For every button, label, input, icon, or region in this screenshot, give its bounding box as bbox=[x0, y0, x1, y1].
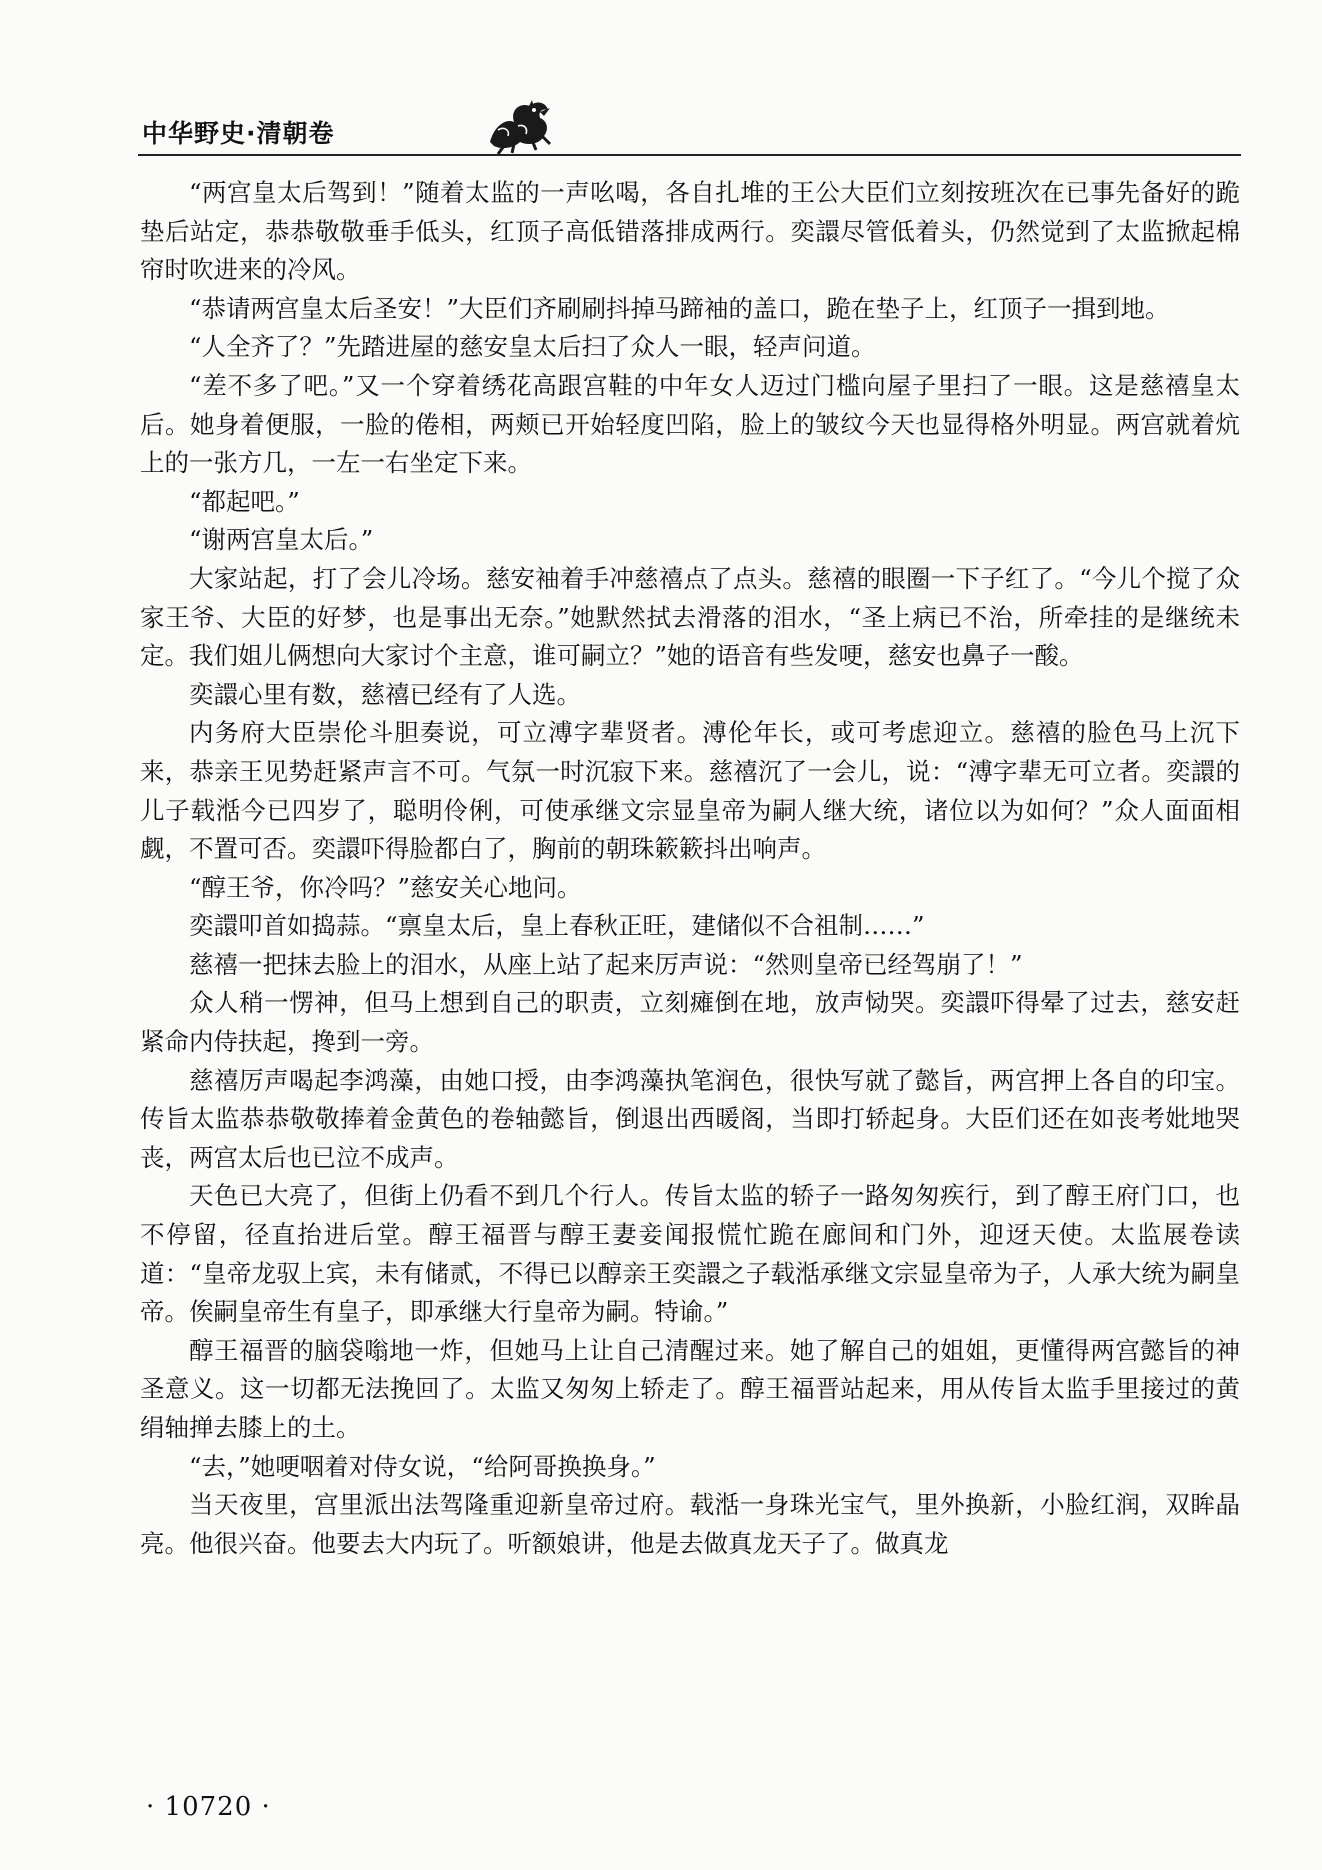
paragraph: “人全齐了？”先踏进屋的慈安皇太后扫了众人一眼，轻声问道。 bbox=[189, 332, 876, 362]
paragraph: “恭请两宫皇太后圣安！”大臣们齐刷刷抖掉马蹄袖的盖口，跪在垫子上，红顶子一揖到地。 bbox=[189, 293, 1170, 323]
paragraph: 慈禧厉声喝起李鸿藻，由她口授，由李鸿藻执笔润色，很快写就了懿旨，两宫押上各自的印宝。传旨太监恭恭敬敬捧着金黄色的卷轴懿旨，倒退出西暖阁，当即打轿起身。大臣们还在如丧考妣地哭丧，两宫太后也已泣不成声。 bbox=[140, 1065, 1240, 1172]
paragraph: 当天夜里，宫里派出法驾隆重迎新皇帝过府。载湉一身珠光宝气，里外换新，小脸红润，双眸晶亮。他很兴奋。他要去大内玩了。听额娘讲，他是去做真龙天子了。做真龙 bbox=[140, 1490, 1240, 1558]
paragraph: 慈禧一把抹去脸上的泪水，从座上站了起来厉声说：“然则皇帝已经驾崩了！” bbox=[189, 949, 1023, 979]
paragraph: “去，”她哽咽着对侍女说，“给阿哥换换身。” bbox=[189, 1451, 656, 1481]
paragraph: “谢两宫皇太后。” bbox=[189, 525, 374, 555]
book-title: 中华野史·清朝卷 bbox=[142, 119, 335, 148]
paragraph: “醇王爷，你冷吗？”慈安关心地问。 bbox=[189, 872, 582, 902]
paragraph: 醇王福晋的脑袋嗡地一炸，但她马上让自己清醒过来。她了解自己的姐姐，更懂得两宫懿旨的神圣意义。这一切都无法挽回了。太监又匆匆上轿走了。醇王福晋站起来，用从传旨太监手里接过的黄绢轴掸去膝上的土。 bbox=[140, 1335, 1240, 1442]
paragraph: “差不多了吧。”又一个穿着绣花高跟宫鞋的中年女人迈过门槛向屋子里扫了一眼。这是慈禧皇太后。她身着便服，一脸的倦相，两颊已开始轻度凹陷，脸上的皱纹今天也显得格外明显。两宫就着炕上的一张方几，一左一右坐定下来。 bbox=[140, 370, 1240, 478]
dragon-emblem-icon bbox=[484, 96, 556, 154]
page-number: · 10720 · bbox=[146, 1792, 271, 1822]
paragraph: “都起吧。” bbox=[189, 486, 300, 516]
paragraph: 众人稍一愣神，但马上想到自己的职责，立刻瘫倒在地，放声恸哭。奕譞吓得晕了过去，慈安赶紧命内侍扶起，搀到一旁。 bbox=[140, 988, 1240, 1057]
paragraph: “两宫皇太后驾到！”随着太监的一声吆喝，各自扎堆的王公大臣们立刻按班次在已事先备好的跪垫后站定，恭恭敬敬垂手低头，红顶子高低错落排成两行。奕譞尽管低着头，仍然觉到了太监掀起棉帘时吹进来的冷风。 bbox=[140, 178, 1240, 285]
paragraph: 天色已大亮了，但街上仍看不到几个行人。传旨太监的轿子一路匆匆疾行，到了醇王府门口，也不停留，径直抬进后堂。醇王福晋与醇王妻妾闻报慌忙跪在廊间和门外，迎迓天使。太监展卷读道：“皇帝龙驭上宾，未有储贰，不得已以醇亲王奕譞之子载湉承继文宗显皇帝为子，人承大统为嗣皇帝。俟嗣皇帝生有皇子，即承继大行皇帝为嗣。特谕。” bbox=[140, 1181, 1240, 1327]
page-header bbox=[138, 96, 1238, 156]
header-divider bbox=[138, 154, 1241, 156]
body-text bbox=[140, 174, 1240, 1563]
paragraph: 奕譞心里有数，慈禧已经有了人选。 bbox=[189, 679, 581, 709]
paragraph: 奕譞叩首如捣蒜。“禀皇太后，皇上春秋正旺，建储似不合祖制……” bbox=[189, 911, 925, 941]
paragraph: 内务府大臣崇伦斗胆奏说，可立溥字辈贤者。溥伦年长，或可考虑迎立。慈禧的脸色马上沉下来，恭亲王见势赶紧声言不可。气氛一时沉寂下来。慈禧沉了一会儿，说：“溥字辈无可立者。奕譞的儿子载湉今已四岁了，聪明伶俐，可使承继文宗显皇帝为嗣人继大统，诸位以为如何？”众人面面相觑，不置可否。奕譞吓得脸都白了，胸前的朝珠簌簌抖出响声。 bbox=[140, 718, 1240, 864]
paragraph: 大家站起，打了会儿冷场。慈安袖着手冲慈禧点了点头。慈禧的眼圈一下子红了。“今儿个搅了众家王爷、大臣的好梦，也是事出无奈。”她默然拭去滑落的泪水，“圣上病已不治，所牵挂的是继统未定。我们姐儿俩想向大家讨个主意，谁可嗣立？”她的语音有些发哽，慈安也鼻子一酸。 bbox=[140, 563, 1240, 671]
